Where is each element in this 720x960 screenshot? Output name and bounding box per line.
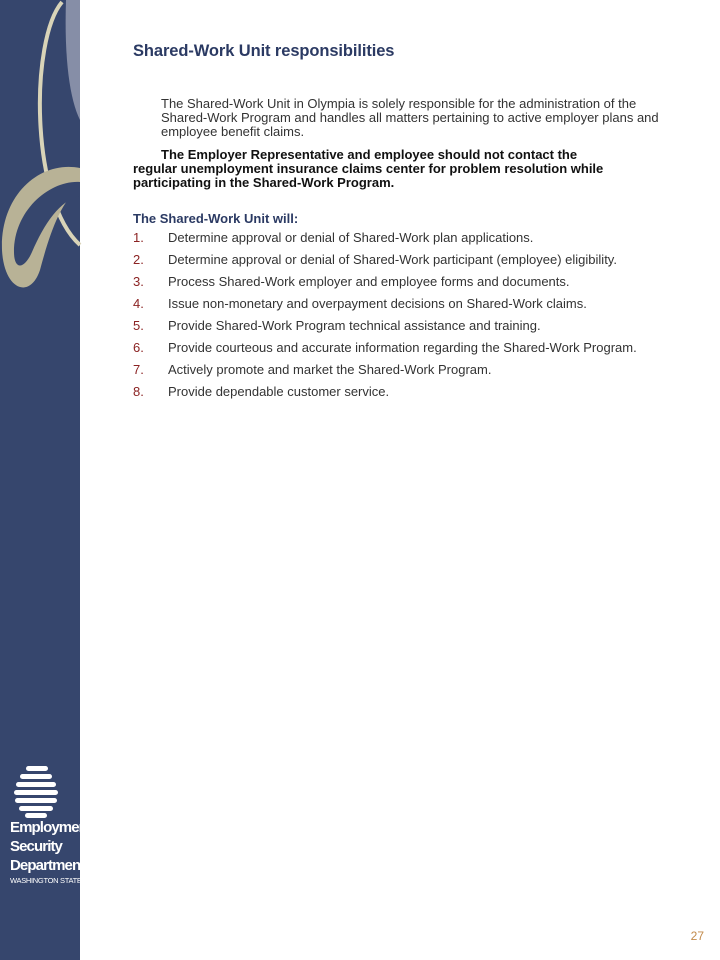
notice-line-1: The Employer Representative and employee should not contact the	[161, 147, 578, 162]
notice-paragraph	[133, 147, 663, 190]
list-item-number: 4.	[133, 296, 144, 311]
list-item	[133, 231, 663, 244]
logo-stripes-icon	[12, 766, 60, 818]
responsibilities-list	[133, 231, 663, 398]
list-item-number: 7.	[133, 362, 144, 377]
list-item	[133, 275, 663, 288]
list-item-number: 6.	[133, 340, 144, 355]
logo-text-employment: Employment	[10, 819, 92, 836]
list-item	[133, 385, 663, 398]
decorative-swoosh-graphic	[0, 0, 80, 330]
notice-line-2: regular unemployment insurance claims center for problem resolution while participating in the Shared-Work Program.	[133, 161, 604, 190]
list-heading: The Shared-Work Unit will:	[133, 211, 299, 226]
page-number: 27	[690, 929, 704, 943]
sidebar-banner	[0, 0, 92, 960]
list-item	[133, 341, 663, 354]
logo-text-washington-state: WASHINGTON STATE	[10, 876, 82, 885]
list-item	[133, 319, 663, 332]
list-item-text: Provide dependable customer service.	[168, 384, 390, 399]
list-item	[133, 297, 663, 310]
list-item-text: Issue non-monetary and overpayment decisions on Shared-Work claims.	[168, 296, 587, 311]
list-item-text: Determine approval or denial of Shared-Work participant (employee) eligibility.	[168, 252, 617, 267]
list-item-number: 1.	[133, 230, 144, 245]
slide-content	[133, 42, 663, 407]
list-item-text: Actively promote and market the Shared-Work Program.	[168, 362, 492, 377]
intro-paragraph: The Shared-Work Unit in Olympia is solely responsible for the administration of the Shared-Work Program and handles all matters pertaining to active employer plans and employee benefit claims.	[161, 96, 659, 139]
list-item-text: Provide courteous and accurate information regarding the Shared-Work Program.	[168, 340, 637, 355]
list-item-number: 3.	[133, 274, 144, 289]
list-item-text: Process Shared-Work employer and employee forms and documents.	[168, 274, 570, 289]
list-item-number: 5.	[133, 318, 144, 333]
list-item-number: 2.	[133, 252, 144, 267]
employment-security-department-logo	[10, 766, 92, 885]
list-item	[133, 253, 663, 266]
logo-text-department: Department	[10, 857, 85, 874]
list-item-text: Provide Shared-Work Program technical assistance and training.	[168, 318, 541, 333]
page-title: Shared-Work Unit responsibilities	[133, 42, 395, 60]
list-item-number: 8.	[133, 384, 144, 399]
list-item	[133, 363, 663, 376]
list-item-text: Determine approval or denial of Shared-Work plan applications.	[168, 230, 534, 245]
logo-text-security: Security	[10, 838, 62, 855]
